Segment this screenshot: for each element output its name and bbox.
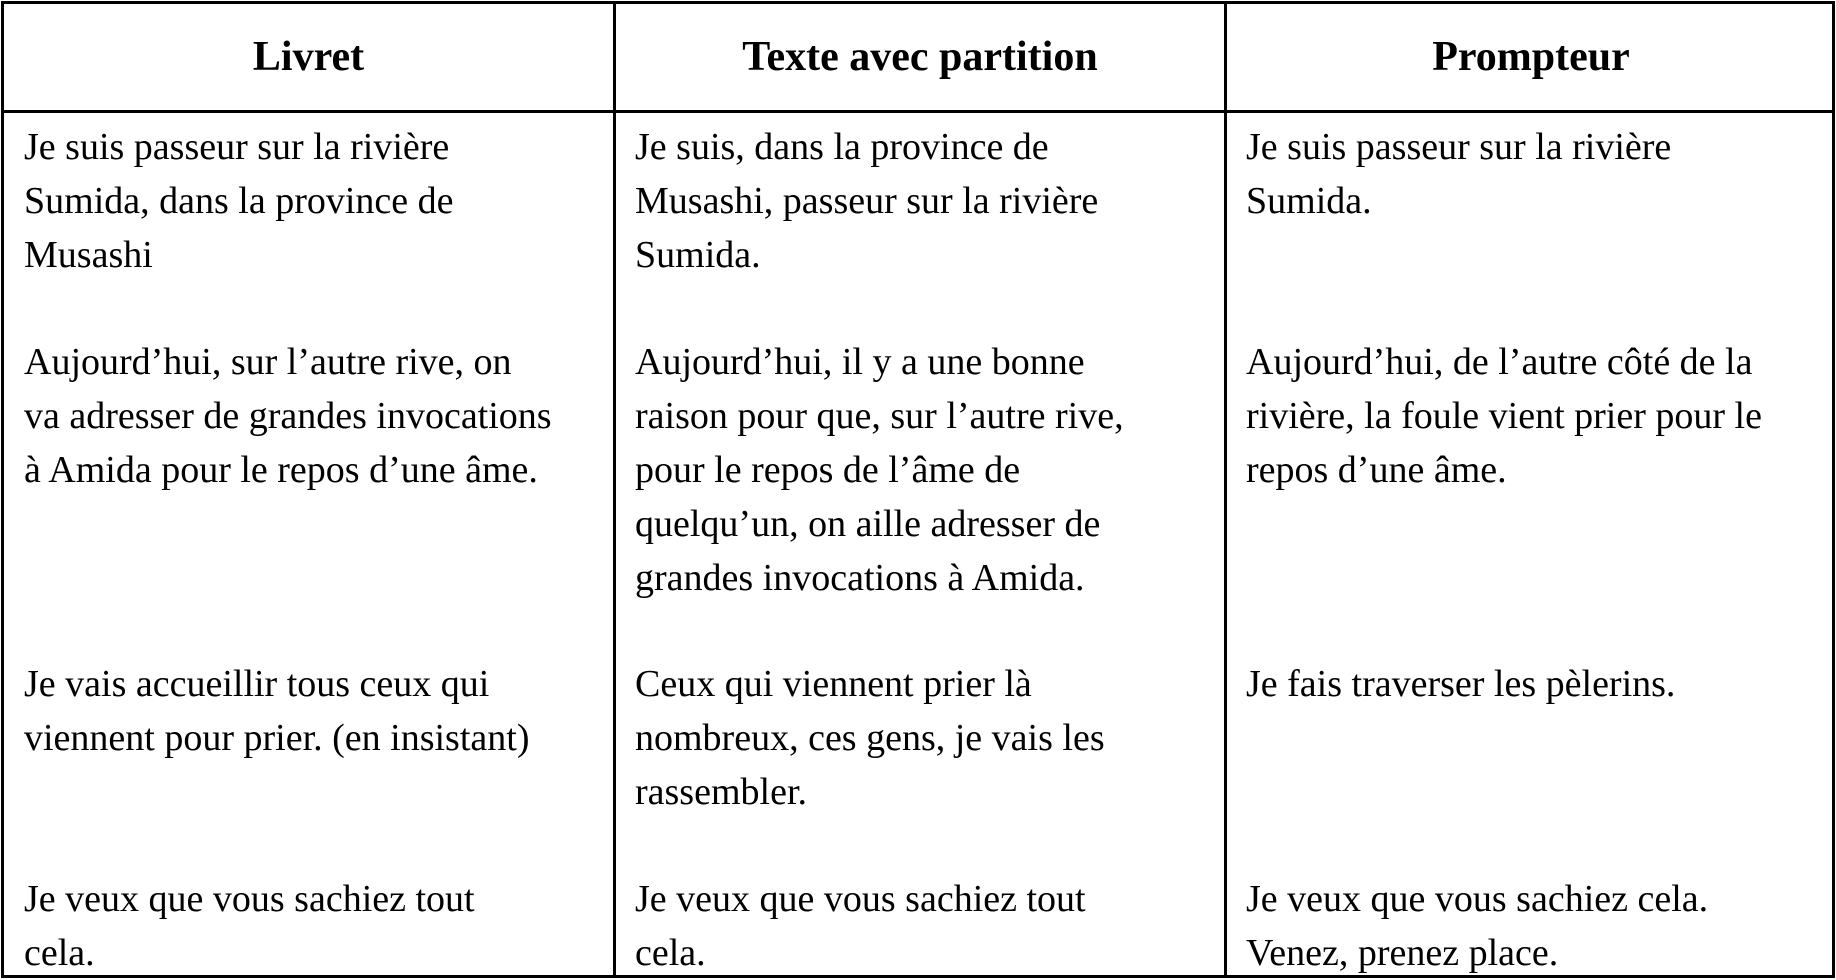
cell-prompteur-row1	[1246, 120, 1671, 228]
text-line: nombreux, ces gens, je vais les	[635, 717, 1105, 759]
column-divider-1	[613, 4, 616, 975]
header-texte-avec-partition: Texte avec partition	[742, 34, 1098, 80]
text-line: repos d’une âme.	[1246, 449, 1507, 491]
text-line: Je suis passeur sur la rivière	[24, 126, 450, 168]
text-line: rassembler.	[635, 771, 808, 813]
text-line: Je suis passeur sur la rivière	[1246, 126, 1672, 168]
cell-partition-row3	[635, 657, 1105, 819]
text-line: Venez, prenez place.	[1246, 932, 1559, 974]
text-line: cela.	[24, 932, 95, 974]
text-line: Je veux que vous sachiez tout	[24, 878, 475, 920]
cell-livret-row3	[24, 657, 530, 765]
text-line: Je veux que vous sachiez cela.	[1246, 878, 1709, 920]
cell-prompteur-row4	[1246, 872, 1708, 980]
text-line: Musashi, passeur sur la rivière	[635, 180, 1099, 222]
text-line: grandes invocations à Amida.	[635, 557, 1085, 599]
text-line: cela.	[635, 932, 706, 974]
text-line: Sumida, dans la province de	[24, 180, 454, 222]
header-livret: Livret	[252, 34, 365, 80]
text-line: Aujourd’hui, de l’autre côté de la	[1246, 341, 1753, 383]
text-line: Je fais traverser les pèlerins.	[1246, 663, 1676, 705]
text-line: Sumida.	[1246, 180, 1372, 222]
text-line: viennent pour prier. (en insistant)	[24, 717, 530, 759]
cell-prompteur-row3	[1246, 657, 1675, 711]
text-line: quelqu’un, on aille adresser de	[635, 503, 1101, 545]
text-line: va adresser de grandes invocations	[24, 395, 552, 437]
text-line: Sumida.	[635, 234, 761, 276]
cell-partition-row4	[635, 872, 1086, 980]
text-line: Je vais accueillir tous ceux qui	[24, 663, 490, 705]
text-line: raison pour que, sur l’autre rive,	[635, 395, 1124, 437]
cell-partition-row1	[635, 120, 1098, 282]
text-line: Aujourd’hui, sur l’autre rive, on	[24, 341, 512, 383]
cell-livret-row4	[24, 872, 475, 980]
header-divider	[4, 110, 1832, 113]
text-line: Musashi	[24, 234, 153, 276]
comparison-table	[1, 1, 1835, 978]
text-line: Je veux que vous sachiez tout	[635, 878, 1086, 920]
text-line: Aujourd’hui, il y a une bonne	[635, 341, 1085, 383]
column-divider-2	[1224, 4, 1227, 975]
text-line: Ceux qui viennent prier là	[635, 663, 1032, 705]
text-line: rivière, la foule vient prier pour le	[1246, 395, 1762, 437]
text-line: pour le repos de l’âme de	[635, 449, 1021, 491]
cell-partition-row2	[635, 335, 1124, 605]
text-line: à Amida pour le repos d’une âme.	[24, 449, 538, 491]
cell-livret-row1	[24, 120, 454, 282]
header-prompteur: Prompteur	[1432, 34, 1630, 80]
cell-prompteur-row2	[1246, 335, 1762, 497]
cell-livret-row2	[24, 335, 552, 497]
text-line: Je suis, dans la province de	[635, 126, 1049, 168]
